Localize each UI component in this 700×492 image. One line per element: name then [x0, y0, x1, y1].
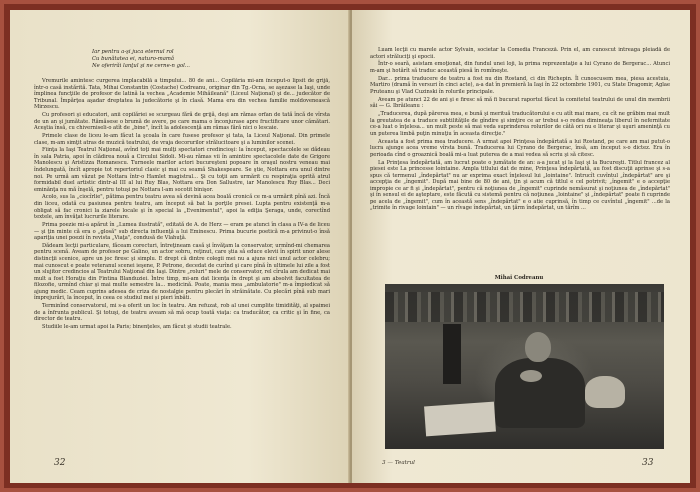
paragraph: Aceasta a fost prima mea traducere. A urmat apoi Prinţesa îndepărtată a lui Rostand, pe care am mai putut-o lucra ajunge acea vreme vîrsta bună. Traducerea lui Cyrano de Bergerac, însă, am început s-o dictez. Era în perioada cînd o groaznică boală mi-a luat puterea de a mai vedea să scriu şi să citesc. [370, 138, 670, 158]
paragraph: Dar... prima traducere de teatru a fost nu din Rostand, ci din Richepin. Îl cunoscusem mea, piesa acestuia, Martiro (dramă în versuri în cinci acte), a-a dat în premieră la Iaşi în 22 octombrie 1901, cu State Dragomir, Aglae Pruteanu şi Vlad Cuzinski în rolurile principale. [370, 75, 670, 95]
paragraph: Într-o seară, asistam emoţionat, din fundul unei loji, la prima reprezentaţie a lui Cyrano de Bergerac... Atunci m-am şi hotărît să traduc această piesă în romîneşte. [370, 61, 670, 74]
photo-cat [585, 376, 625, 408]
paragraph: Vremurile amintesc curgerea implacabilă a timpului... 80 de ani... Copilăria mi-am început-o lipsit de grijă, într-o casă instărită. Tata, Mihai Constantin (Costache) Codreanu, originar din Tg.-Ocna, se aşezase la Iaşi, unde împlinea funcţiile de profesor de latină la vechea „Academie Mihăileană" (Liceul Naţional) şi de... judecător de Tribunal. Împărţea aşadar dreptatea la judecătorie şi în clasă. Mama era din vechea familie moldovenească Mirzescu. [34, 78, 330, 111]
paragraph: Terminînd conservatorul, mi s-a oferit un loc în teatru. Am refuzat, rob al unei cumplite timidităţi, al spaimei de a înfrunta publicul. Şi totuşi, de teatru aveam să mă ocup toată viaţa: ca traducător, ca critic şi în fine, ca director de teatru. [34, 303, 330, 323]
paragraph: Studiile le-am urmat apoi la Paris; binenţeles, am făcut şi studii teatrale. [42, 324, 232, 331]
paragraph: Luam lecţii cu marele actor Sylvain, societar la Comedia Franceză. Prin el, am cunoscut intreaga pleiadă de actori străluciţi şi epocii. [370, 47, 670, 60]
epigraph [92, 49, 292, 70]
paragraph: „Traducerea, după părerea mea, e bună şi merituă traducătorului e cu atît mai mare, cu cît ne grăbim mai mult la greutatea de a traduce subtilităţile de gîndire şi simţire ce ar trebui s-o redea dimineaţa liberul în nefernitate ce-a luat o înţelesa... un mult peste să mai veda suprinderea rolurilor de câtă ori nu e literar şi uşuri ameninţă cu un puterea limbă puţin minuţiu în aceasta direcţie." [370, 111, 670, 137]
paragraph: Prima poezie mi-a apărut în „Lumea ilustrată", editată de A. de Herz — eram pe atunci în clasa a IV-a de liceu — şi ţin minte că era o „glosă" sub directa influenţă a lui Eminescu. Prima bucurie poetică m-a privinut-o însă apariţia unei poezii în revista „Viaţa", condusă de Vlahuţă. [34, 221, 330, 242]
paragraph: Primele clase de liceu le-am făcut la şcoala în care fusese profesor şi tata, la Liceul Naţional. Din primele clase, m-am simţit atras de muzică teatrului, de vraja decorurilor strălucitoare şi a luminilor scenei. [34, 132, 330, 146]
photo-figure-head [525, 332, 551, 362]
left-page [10, 10, 350, 483]
photo-figure-hand [520, 370, 542, 382]
left-body-text [34, 78, 330, 331]
chapter-footer: 3 — Teatrul [382, 460, 415, 466]
paragraph: Aveam pe atunci 22 de ani şi e firesc să mă fi bucurat raportul făcut la comitetul teatrului de unul din membrii săi — G. Ibrăileanu : [370, 96, 670, 110]
page-number: 32 [54, 458, 66, 468]
photo-lamp [443, 324, 461, 384]
paragraph: Dădeam lecţii particulare, făceam corecturi, întreţineam casă şi învăţam la conservator, urmînd-mi chemarea pentru scenă. Aveam de profesor pe Galino, un actor sobru, reţinut, care ştia să educe elevii în spirit unor alese distincţii scenice, apre un joc firesc şi simplu. E drept că dintre colegii mei nu a ajuns nici unul actor celebru; mai cunoscut e poate veteranul scenei ieşene, P. Petrone, decedat de curînd şi care pînă în ultimele lui zile a fost un slujitor credincios al Teatrului Naţional din Iaşi. Dintre „roluri" mele de conservator, rel cîrula am dedicat mai mult a fost Horaţiu din Fintina Blanduziei. Între timp, mi-am dat licenţa în drept şi am absolvit facultatea de filozofie, urmînd chiar şi mai multe semestre la... medicină. Poate, mania mea „ambulatorie" m-a împiedicat să ajung medic. Ceam cuprins adesea de criza de nostalgie pentru plecări în străinătate. Cu plecări pînă sub mari împrejurări, la început, în ceea ce studiul mei și pieri înbăti. [34, 242, 330, 302]
paragraph: Cu profesori şi educatori, anii copilăriei se scurgeau fără de grijă, deşi am rămas orfan de tată încă de vîrsta de un an şi jumătate. Rămăsese o brumă de avere, pe care mama o înconjurase apre fructificare unor cămătari. Aceştia însă, cu chiverniseli-o atît de „bine", încît la adolescenţă am rămas fără nici o lescaie. [34, 112, 330, 132]
paragraph: Acolo, sus la „ciocîrlie", pătima pentru teatru avea să devină acea boală cronică ce m-a urmărit pînă azi. Încă din liceu, odată cu pasiunea pentru teatru, am început să bat la porţile presei. Lupta pentru existenţă m-a obligat să fac cronici la ziarele locale şi în special la „Evenimentul", apoi la ediţia Şeraga, unde, corectînd textele, am învăţat lucrurile literare. [34, 194, 330, 221]
epigraph-line: Cu bunătatea ei, naturo-mamă [92, 56, 175, 62]
open-book [10, 10, 690, 483]
photo-papers [424, 402, 496, 437]
photo-bookshelf [385, 292, 664, 322]
portrait-photo [385, 284, 664, 449]
page-number: 33 [642, 458, 654, 468]
right-page [352, 10, 690, 483]
paragraph: Fiinţa la Iaşi Teatrul Naţional, avînd toţi mai mulţi spectatori credincioşi: la început, spectacolele se dădeau în sala Patria, apoi în clădirea nouă a Circului Sidoli. Mi-au rămas vii în amintire spectacolele date de Grigore Manolescu şi Aristizza Romanescu. Turneele marilor actori bucureşteni popoare în oraşul nostru veneau mai îndelungată, încît apropie tot repertoriul clasic şi mai cu seamă Shakespeare. Se ştie, Nottara era unul dintre noi. Pe urmă am văzut pe Nottara într-o Hamlet magistral... Şi cu toţii am urmărit cu respiraţia oprită atrul formidabil duel artistic dintr-al III al lui Ruy Blas, Nottara era Don Sallustre, iar Manolescu Ruy Blas... Deci eminănţa nu mă înşelă, pentru totuşi pe Nottara l-am socotit binişor. [34, 147, 330, 193]
epigraph-line: Iar pentru a-şi juca eternul rol [92, 49, 174, 55]
right-body-text [370, 47, 670, 212]
photo-caption: Mihai Codreanu [494, 275, 544, 281]
paragraph: La Prinţesa îndepărtată, am lucrat poate o jumătate de an: a-a jucat şi la Iaşi şi la Bucureşti. Titlul francez al piesei este La princesse lointaine. Ampla titlului dat de mine, Prinţesa îndepărtată, au fost discuţii aprinse şi s-a spus că termenul „îndepărtat" nu ar exprima exact înţelesul lui „lointaine". Intrucît cuvîntul „îndepărtat" are şi accepţia de „îngemit". După mai bine de 80 de ani, ţin şi acum că titlul e cel potrivit; „îngemit" e o accepţie impropie ce ar fi şi „îndepărtat", pentru că noţiunea de „îngemit" cuprinde nemăsurat şi noţiunea de „îndepărtat" şi în sensul ei de aşteptare, este făcută cu sistemă pentru că noţiunea „lointaine" şi „îndepărtat" poate fi cuprinde pe acela de „îngemit", cum în această sens „îndepărtat" e o atie cuprinsă, în timp ce cuvîntul „îngemit" ...de la „trimite în rivage lointain" — un rîvage îndepărtat, un ţărm îndepărtat, un tărîm ... [370, 159, 670, 212]
photo-figure-body [495, 358, 585, 428]
epigraph-line: Ne oferirăi lanţul şi ne cerne-n gol... [92, 63, 190, 69]
